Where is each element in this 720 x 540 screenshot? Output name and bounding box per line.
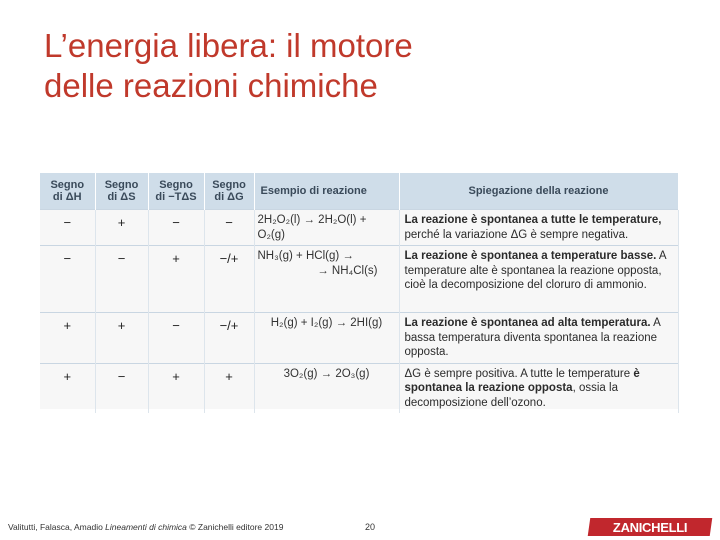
table (40, 173, 679, 413)
header-ds: Segno di ΔS (95, 173, 148, 210)
table-row (40, 363, 678, 413)
cell-dg: −/+ (204, 246, 254, 313)
header-tds: Segno di −TΔS (148, 173, 204, 210)
spontaneity-table (40, 173, 678, 409)
footer-book-title: Lineamenti di chimica (105, 522, 187, 532)
header-dg: Segno di ΔG (204, 173, 254, 210)
cell-dh: − (40, 246, 95, 313)
footer-authors: Valitutti, Falasca, Amadio (8, 522, 106, 532)
cell-explanation: La reazione è spontanea ad alta temperatura. A bassa temperatura diventa spontanea la reazione opposta. (399, 313, 678, 364)
cell-tds: + (148, 246, 204, 313)
cell-explanation: La reazione è spontanea a tutte le temperature, perché la variazione ΔG è sempre negativa. (399, 210, 678, 246)
cell-tds: − (148, 313, 204, 364)
cell-ds: − (95, 246, 148, 313)
table-row (40, 246, 678, 313)
cell-ds: + (95, 210, 148, 246)
logo-text: ZANICHELLI (612, 519, 688, 535)
cell-ds: − (95, 363, 148, 413)
cell-reaction: 3O₂(g) → 2O₃(g) (254, 363, 399, 413)
slide-title-line-2: delle reazioni chimiche (44, 67, 378, 104)
cell-dg: + (204, 363, 254, 413)
header-reaction: Esempio di reazione (254, 173, 399, 210)
cell-reaction: NH₃(g) + HCl(g) → → NH₄Cl(s) (254, 246, 399, 313)
cell-dh: + (40, 363, 95, 413)
page-number: 20 (365, 522, 376, 532)
header-dh: Segno di ΔH (40, 173, 95, 210)
cell-dg: − (204, 210, 254, 246)
slide-title-line-1: L’energia libera: il motore (44, 27, 413, 64)
cell-tds: + (148, 363, 204, 413)
table-row (40, 313, 678, 364)
header-explanation: Spiegazione della reazione (399, 173, 678, 210)
cell-reaction: 2H₂O₂(l) → 2H₂O(l) + O₂(g) (254, 210, 399, 246)
cell-explanation: La reazione è spontanea a temperature basse. A temperature alte è spontanea la reazione opposta, cioè la decomposizione del cloruro di ammonio. (399, 246, 678, 313)
slide-title (44, 26, 413, 106)
cell-dg: −/+ (204, 313, 254, 364)
cell-dh: + (40, 313, 95, 364)
cell-ds: + (95, 313, 148, 364)
footer-publisher: © Zanichelli editore 2019 (186, 522, 284, 532)
cell-explanation: ΔG è sempre positiva. A tutte le temperature è spontanea la reazione opposta, ossia la decomposizione dell’ozono. (399, 363, 678, 413)
cell-tds: − (148, 210, 204, 246)
footer-credits (8, 522, 283, 532)
cell-reaction: H₂(g) + I₂(g) → 2HI(g) (254, 313, 399, 364)
table-row (40, 210, 678, 246)
cell-dh: − (40, 210, 95, 246)
table-header-row (40, 173, 678, 210)
zanichelli-logo (588, 518, 713, 536)
